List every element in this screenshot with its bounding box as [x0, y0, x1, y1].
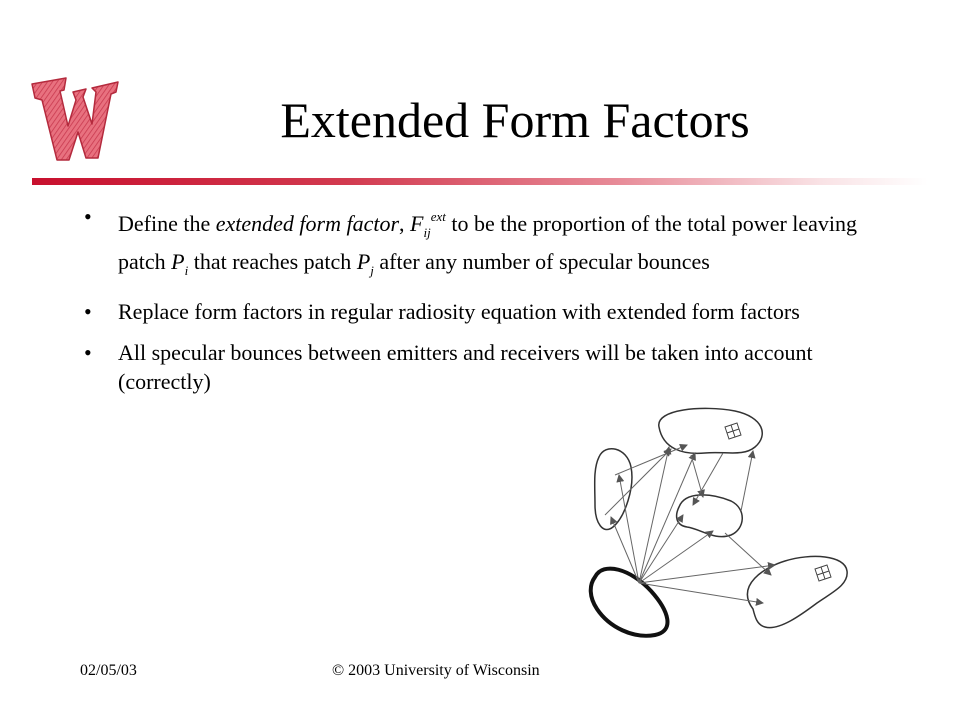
symbol-subscript: i	[184, 263, 189, 278]
emphasis-text: extended form factor	[215, 211, 400, 236]
bullet-text: to be the proportion of the total power leaving patch	[118, 211, 858, 274]
footer-copyright: © 2003 University of Wisconsin	[332, 662, 540, 679]
bullet-item	[84, 297, 884, 326]
bullet-marker: •	[84, 204, 92, 229]
symbol-p: P	[171, 249, 185, 274]
footer-date: 02/05/03	[80, 662, 137, 679]
bullet-text: Replace form factors in regular radiosity equation with extended form factors	[118, 299, 800, 324]
bullet-marker: •	[84, 340, 92, 365]
bullet-text: All specular bounces between emitters and receivers will be taken into account (correctly)	[118, 340, 813, 394]
slide-title: Extended Form Factors	[280, 92, 750, 148]
symbol-subscript: j	[370, 263, 374, 278]
bullet-item	[84, 202, 884, 285]
symbol-p: P	[356, 249, 371, 274]
specular-bounce-diagram-icon	[575, 405, 865, 640]
bullet-text: after any number of specular bounces	[373, 249, 710, 274]
bullet-text: ,	[399, 211, 411, 236]
bullet-item	[84, 338, 884, 396]
bullet-marker: •	[84, 299, 92, 324]
symbol-subscript: ij	[423, 225, 431, 240]
title-divider	[32, 178, 928, 185]
symbol-superscript: ext	[430, 209, 446, 224]
symbol-f: F	[410, 211, 424, 236]
bullet-text: that reaches patch	[188, 249, 357, 274]
motion-w-logo-icon	[26, 70, 126, 166]
bullet-text: Define the	[118, 211, 216, 236]
bullet-list	[84, 202, 884, 408]
